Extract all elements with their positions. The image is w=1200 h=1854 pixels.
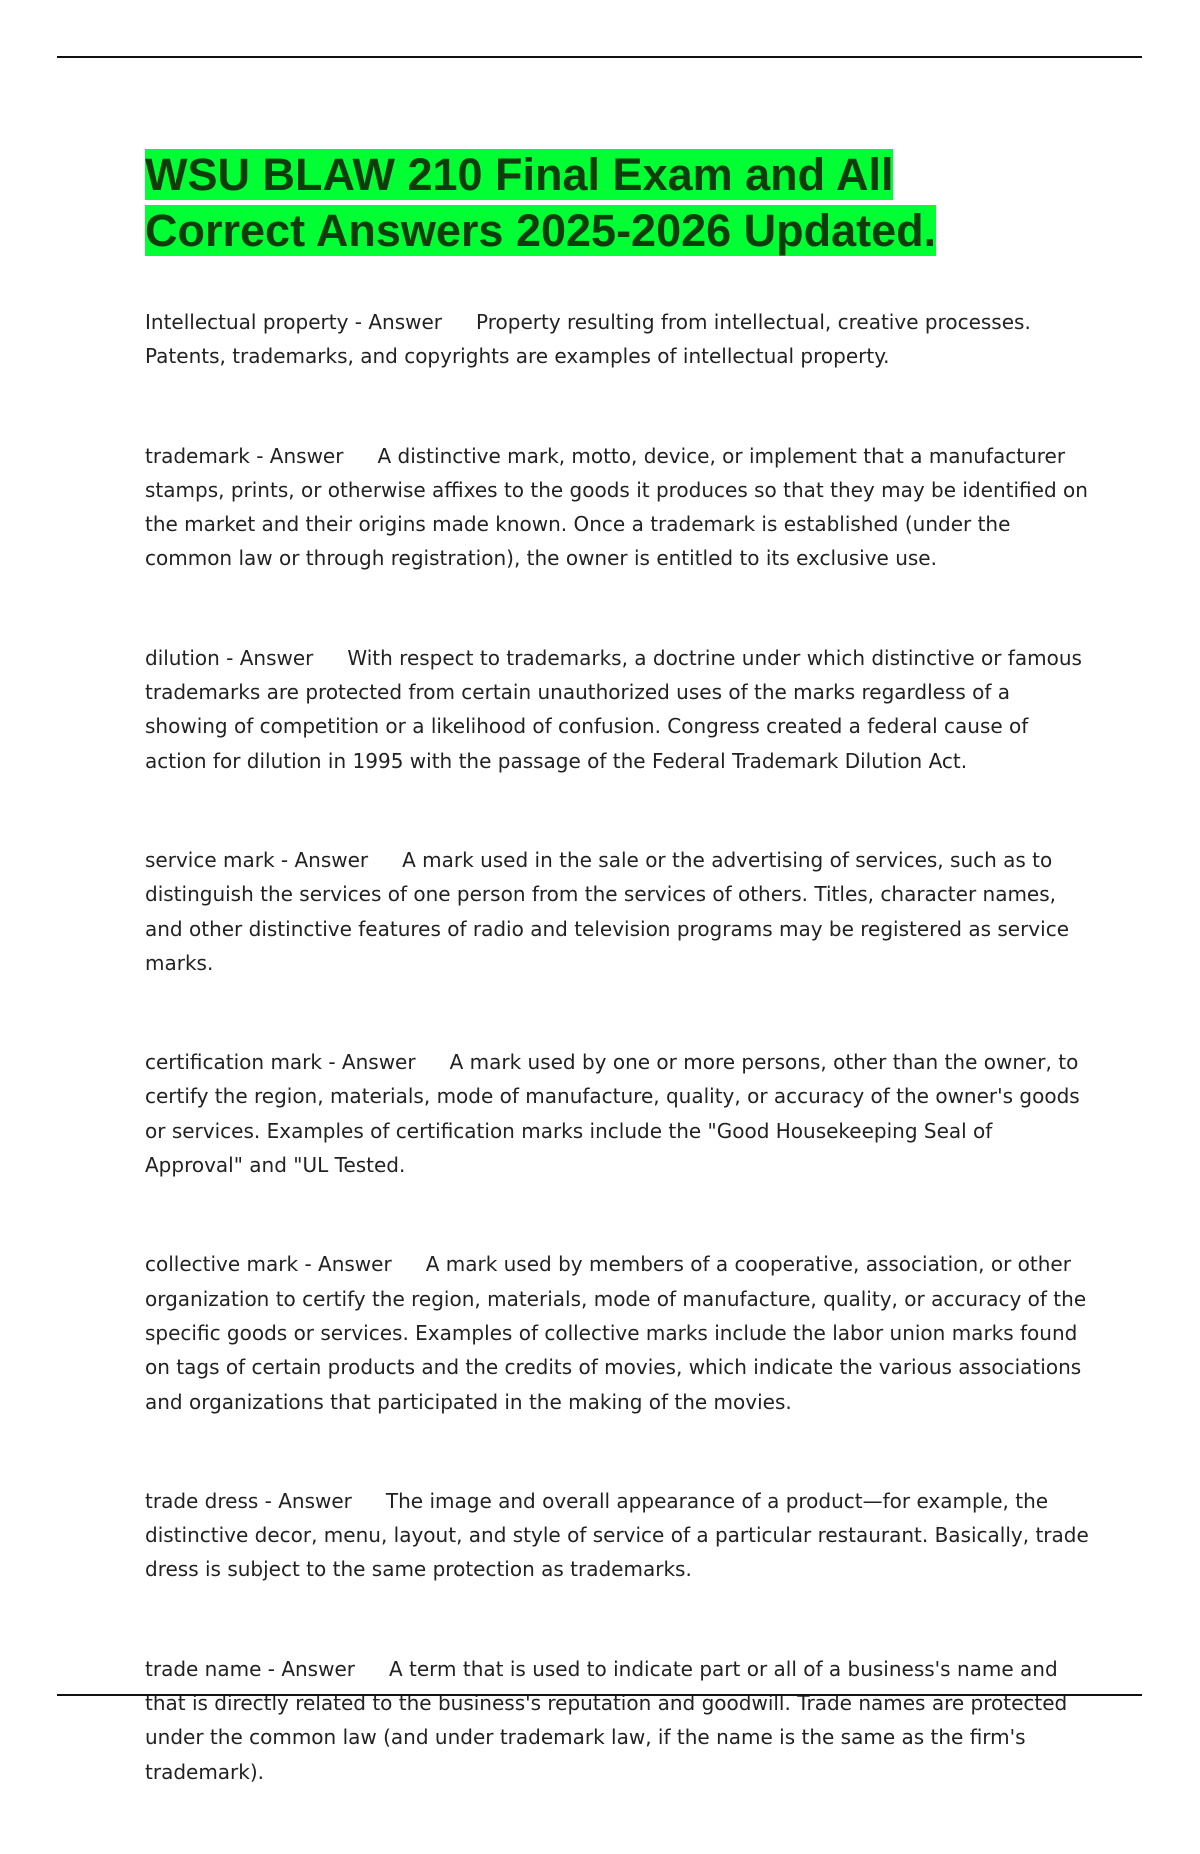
entry-definition: A distinctive mark, motto, device, or implement that a manufacturer stamps, prints, or otherwise affixes to the goods it produces so that they may be identified on the market and their origins made known. Once a trademark is established (under the common law or through registration), the owner is entitled to its exclusive use. [145, 443, 1088, 571]
entry-term: trade dress - Answer [145, 1488, 352, 1513]
entry-term: trade name - Answer [145, 1656, 355, 1681]
entry-term: collective mark - Answer [145, 1252, 392, 1277]
entry-term: trademark - Answer [145, 443, 344, 468]
flashcard-entry [145, 1652, 1090, 1789]
flashcard-entry [145, 1247, 1090, 1418]
entry-definition: With respect to trademarks, a doctrine under which distinctive or famous trademarks are protected from certain unauthorized uses of the marks regardless of a showing of competition or a likelihood of confusion. Congress created a federal cause of action for dilution in 1995 with the passage of the Federal Trademark Dilution Act. [145, 645, 1082, 773]
title-highlight: WSU BLAW 210 Final Exam and All Correct Answers 2025-2026 Updated. [145, 149, 937, 256]
entry-definition: A mark used by members of a cooperative, association, or other organization to certify the region, materials, mode of manufacture, quality, or accuracy of the specific goods or services. Examples of collective marks include the labor union marks found on tags of certain products and the credits of movies, which indicate the various associations and organizations that participated in the making of the movies. [145, 1252, 1087, 1414]
header-rule [57, 56, 1142, 58]
flashcard-list [145, 305, 1090, 1854]
footer-rule [57, 1694, 1142, 1696]
flashcard-entry [145, 1045, 1090, 1182]
entry-term: Intellectual property - Answer [145, 310, 443, 334]
entry-term: certification mark - Answer [145, 1050, 416, 1075]
entry-definition: A mark used in the sale or the advertising of services, such as to distinguish the services of one person from the services of others. Titles, character names, and other distinctive features of radio and television programs may be registered as service marks. [145, 847, 1069, 975]
entry-definition: A term that is used to indicate part or all of a business's name and that is directly related to the business's reputation and goodwill. Trade names are protected under the common law (and under trademark law, if the name is the same as the firm's trademark). [145, 1656, 1068, 1784]
entry-term: dilution - Answer [145, 645, 314, 670]
document-title [145, 147, 1045, 259]
entry-definition: The image and overall appearance of a product—for example, the distinctive decor, menu, layout, and style of service of a particular restaurant. Basically, trade dress is subject to the same protection as trademarks. [145, 1488, 1089, 1582]
flashcard-entry [145, 305, 1090, 374]
flashcard-entry [145, 641, 1090, 778]
flashcard-entry [145, 843, 1090, 980]
entry-definition: Property resulting from intellectual, creative processes. Patents, trademarks, and copyrights are examples of intellectual property. [145, 310, 1031, 369]
entry-definition: A mark used by one or more persons, other than the owner, to certify the region, materials, mode of manufacture, quality, or accuracy of the owner's goods or services. Examples of certification marks include the "Good Housekeeping Seal of Approval" and "UL Tested. [145, 1050, 1080, 1178]
flashcard-entry [145, 439, 1090, 576]
entry-term: service mark - Answer [145, 847, 369, 872]
flashcard-entry [145, 1484, 1090, 1587]
